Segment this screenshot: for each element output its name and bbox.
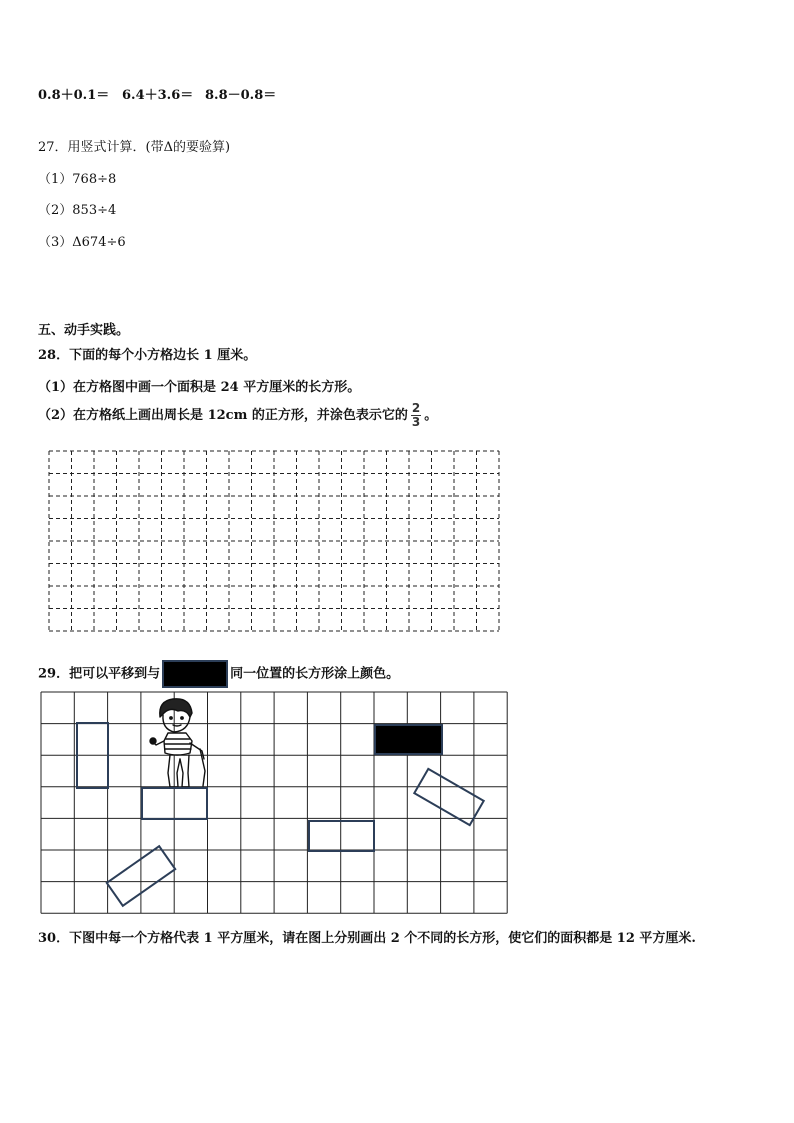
- question-27-title: 27．用竖式计算．(带Δ的要验算): [38, 140, 231, 155]
- question-29-text: [38, 660, 399, 688]
- boy-illustration: [150, 699, 205, 787]
- equation-3: 8.8－0.8＝: [205, 88, 277, 103]
- black-filled-rectangle: [375, 725, 442, 754]
- rectangle-grid: [40, 691, 510, 916]
- fraction-numerator: 2: [411, 401, 421, 415]
- question-28-item-2-end: 。: [424, 408, 438, 423]
- question-29-text-after: 同一位置的长方形涂上颜色。: [230, 666, 400, 682]
- section-5-title: 五、动手实践。: [38, 323, 130, 338]
- horizontal-rectangle-center-right[interactable]: [309, 821, 374, 851]
- question-28-item-2-text: （2）在方格纸上画出周长是 12cm 的正方形，并涂色表示它的: [38, 408, 408, 423]
- fraction-denominator: 3: [411, 415, 421, 429]
- equation-1: 0.8＋0.1＝: [38, 88, 110, 103]
- question-28-item-2: [38, 402, 437, 429]
- question-27-item-1: （1）768÷8: [38, 172, 117, 187]
- equation-2: 6.4＋3.6＝: [122, 88, 194, 103]
- question-28-item-1: （1）在方格图中画一个面积是 24 平方厘米的长方形。: [38, 380, 361, 395]
- sample-black-rectangle: [162, 660, 228, 688]
- tilted-rectangle-right[interactable]: [414, 769, 483, 825]
- dashed-grid[interactable]: [48, 450, 502, 633]
- fraction-two-thirds: [411, 402, 421, 429]
- question-30-title: 30．下图中每一个方格代表 1 平方厘米，请在图上分别画出 2 个不同的长方形，使它们的面积都是 12 平方厘米.: [38, 931, 696, 946]
- question-28-title: 28．下面的每个小方格边长 1 厘米。: [38, 348, 257, 363]
- question-27-item-2: （2）853÷4: [38, 203, 117, 218]
- question-27-item-3: （3）Δ674÷6: [38, 235, 126, 250]
- question-29-text-before: 29．把可以平移到与: [38, 666, 161, 682]
